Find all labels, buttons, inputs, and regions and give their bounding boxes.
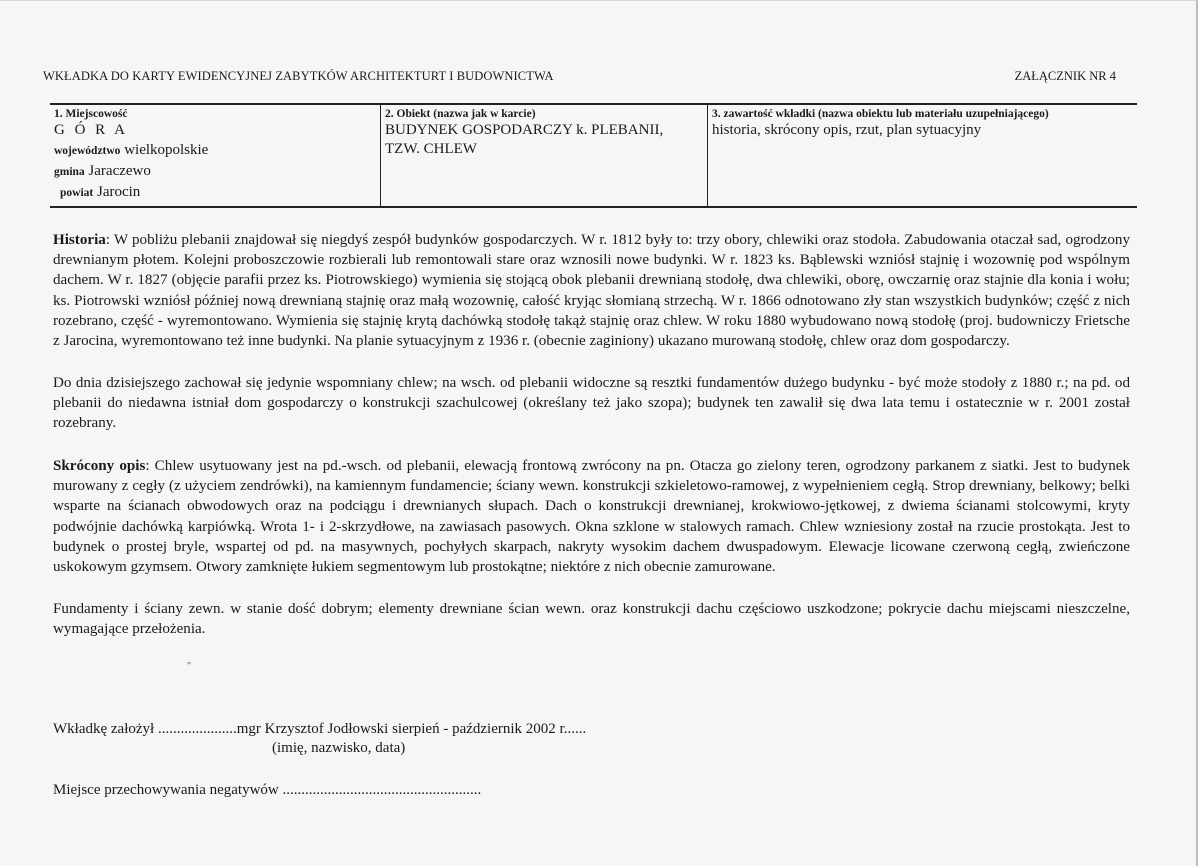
history-paragraph-2: Do dnia dzisiejszego zachował się jedynie wspomniany chlew; na wsch. od plebanii widoczne są resztki fundamentów dużego budynku - być może stodoły z 1880 r.; na pd. od plebanii do niedawna istniał dom gospodarczy o konstrukcji szachulcowej (określany też jako szopa); budynek ten zawalił się dwa lata temu i ostatecznie w r. 2001 został rozebrany.: [53, 375, 1130, 432]
commune-label: gmina: [54, 166, 85, 178]
signature-caption: (imię, nazwisko, data): [272, 740, 406, 756]
description-section-cont: [53, 599, 1130, 639]
signature-line: Wkładkę założył .....................mgr Krzysztof Jodłowski sierpień - październik 2002 r......: [53, 721, 587, 737]
description-heading: Skrócony opis: [53, 458, 146, 474]
commune-row: [54, 161, 376, 182]
info-table: [50, 103, 1137, 208]
commune-value: Jaraczewo: [88, 163, 151, 179]
county-value: Jarocin: [96, 184, 141, 200]
history-section-cont: [53, 373, 1130, 434]
document-title: WKŁADKA DO KARTY EWIDENCYJNEJ ZABYTKÓW ARCHITEKTURT I BUDOWNICTWA: [43, 69, 554, 83]
place-name: G Ó R A: [54, 122, 128, 138]
contents-cell: [708, 105, 1137, 206]
location-label: 1. Miejscowość: [54, 108, 128, 120]
history-paragraph-1: [53, 230, 1130, 351]
contents-value: historia, skrócony opis, rzut, plan sytuacyjny: [712, 122, 982, 138]
description-paragraph-1: [53, 456, 1130, 577]
description-section: [53, 456, 1130, 577]
description-text-1: : Chlew usytuowany jest na pd.-wsch. od plebanii, elewacją frontową zwrócony na pn. Otacza go zielony teren, ogrodzony parkanem z siatki. Jest to budynek murowany z cegły (z użyciem zendrówki), na kamiennym fundamencie; ściany wewn. konstrukcji szkieletowo-ramowej, z wypełnieniem cegłą. Strop drewniany, belkowy; belki wsparte na ścianach obwodowych oraz na podciągu i drewnianych słupach. Dach o konstrukcji drewnianej, krokwiowo-jętkowej, z dwiema ścianami stolcowymi, kryty podwójnie dachówką karpiówką. Wrota 1- i 2-skrzydłowe, na zawiasach pasowych. Okna szklone w stalowych ramach. Chlew wzniesiony został na rzucie prostokąta. Jest to budynek o prostej bryle, wspartej od pd. na masywnych, pochyłych skarpach, nakryty wysokim dachem dwuspadowym. Elewacje licowane czerwoną cegłą, zwieńczone uskokowym gzymsem. Otwory zamknięte łukiem segmentowym lub prostokątne; niektóre z nich obecnie zamurowane.: [53, 458, 1130, 576]
stray-mark: ": [187, 661, 192, 672]
object-label: 2. Obiekt (nazwa jak w karcie): [385, 108, 536, 120]
county-label: powiat: [60, 187, 94, 199]
location-cell: [50, 105, 381, 206]
object-name-line2: TZW. CHLEW: [385, 141, 477, 157]
description-paragraph-2: Fundamenty i ściany zewn. w stanie dość dobrym; elementy drewniane ścian wewn. oraz konstrukcji dachu częściowo uszkodzone; pokrycie dachu miejscami nieszczelne, wymagające przełożenia.: [53, 601, 1130, 638]
history-section: [53, 230, 1130, 351]
object-name-line1: BUDYNEK GOSPODARCZY k. PLEBANII,: [385, 122, 664, 138]
county-row: [54, 182, 376, 203]
voivodeship-row: [54, 140, 376, 161]
voivodeship-value: wielkopolskie: [124, 142, 209, 158]
negatives-storage-line: Miejsce przechowywania negatywów .....................................................: [53, 782, 482, 798]
contents-label: 3. zawartość wkładki (nazwa obiektu lub materiału uzupełniającego): [712, 108, 1049, 120]
object-cell: [381, 105, 708, 206]
history-heading: Historia: [53, 232, 106, 248]
history-text-1: : W pobliżu plebanii znajdował się niegdyś zespół budynków gospodarczych. W r. 1812 były to: trzy obory, chlewiki oraz stodoła. Zabudowania otaczał sad, ogrodzony drewnianym płotem. Kolejni proboszczowie rozbierali lub remontowali stare oraz wznosili nowe budynki. W r. 1823 ks. Bąblewski wzniósł stajnię i wozownię pod wspólnym dachem. W r. 1827 (objęcie parafii przez ks. Piotrowskiego) wymienia się stojącą obok plebanii drewnianą stodołę, dwa chlewiki, oborę, owczarnię oraz stajnie dla konia i wołu; ks. Piotrowski wzniósł później nową drewnianą stajnię oraz małą wozownię, całość kryjąc słomianą strzechą. W r. 1866 odnotowano zły stan wszystkich budynków; część z nich rozebrano, część - wyremontowano. Wymienia się stajnię krytą dachówką stodołę takąż stajnię oraz chlew. W roku 1880 wybudowano nową stodołę (proj. budowniczy Frietsche z Jarocina, wyremontowano też inne budynki. Na planie sytuacyjnym z 1936 r. (obecnie zaginiony) ukazano murowaną stodołę, chlew oraz dom gospodarczy.: [53, 232, 1130, 350]
annex-number: ZAŁĄCZNIK NR 4: [1014, 69, 1116, 83]
voivodeship-label: województwo: [54, 145, 121, 157]
